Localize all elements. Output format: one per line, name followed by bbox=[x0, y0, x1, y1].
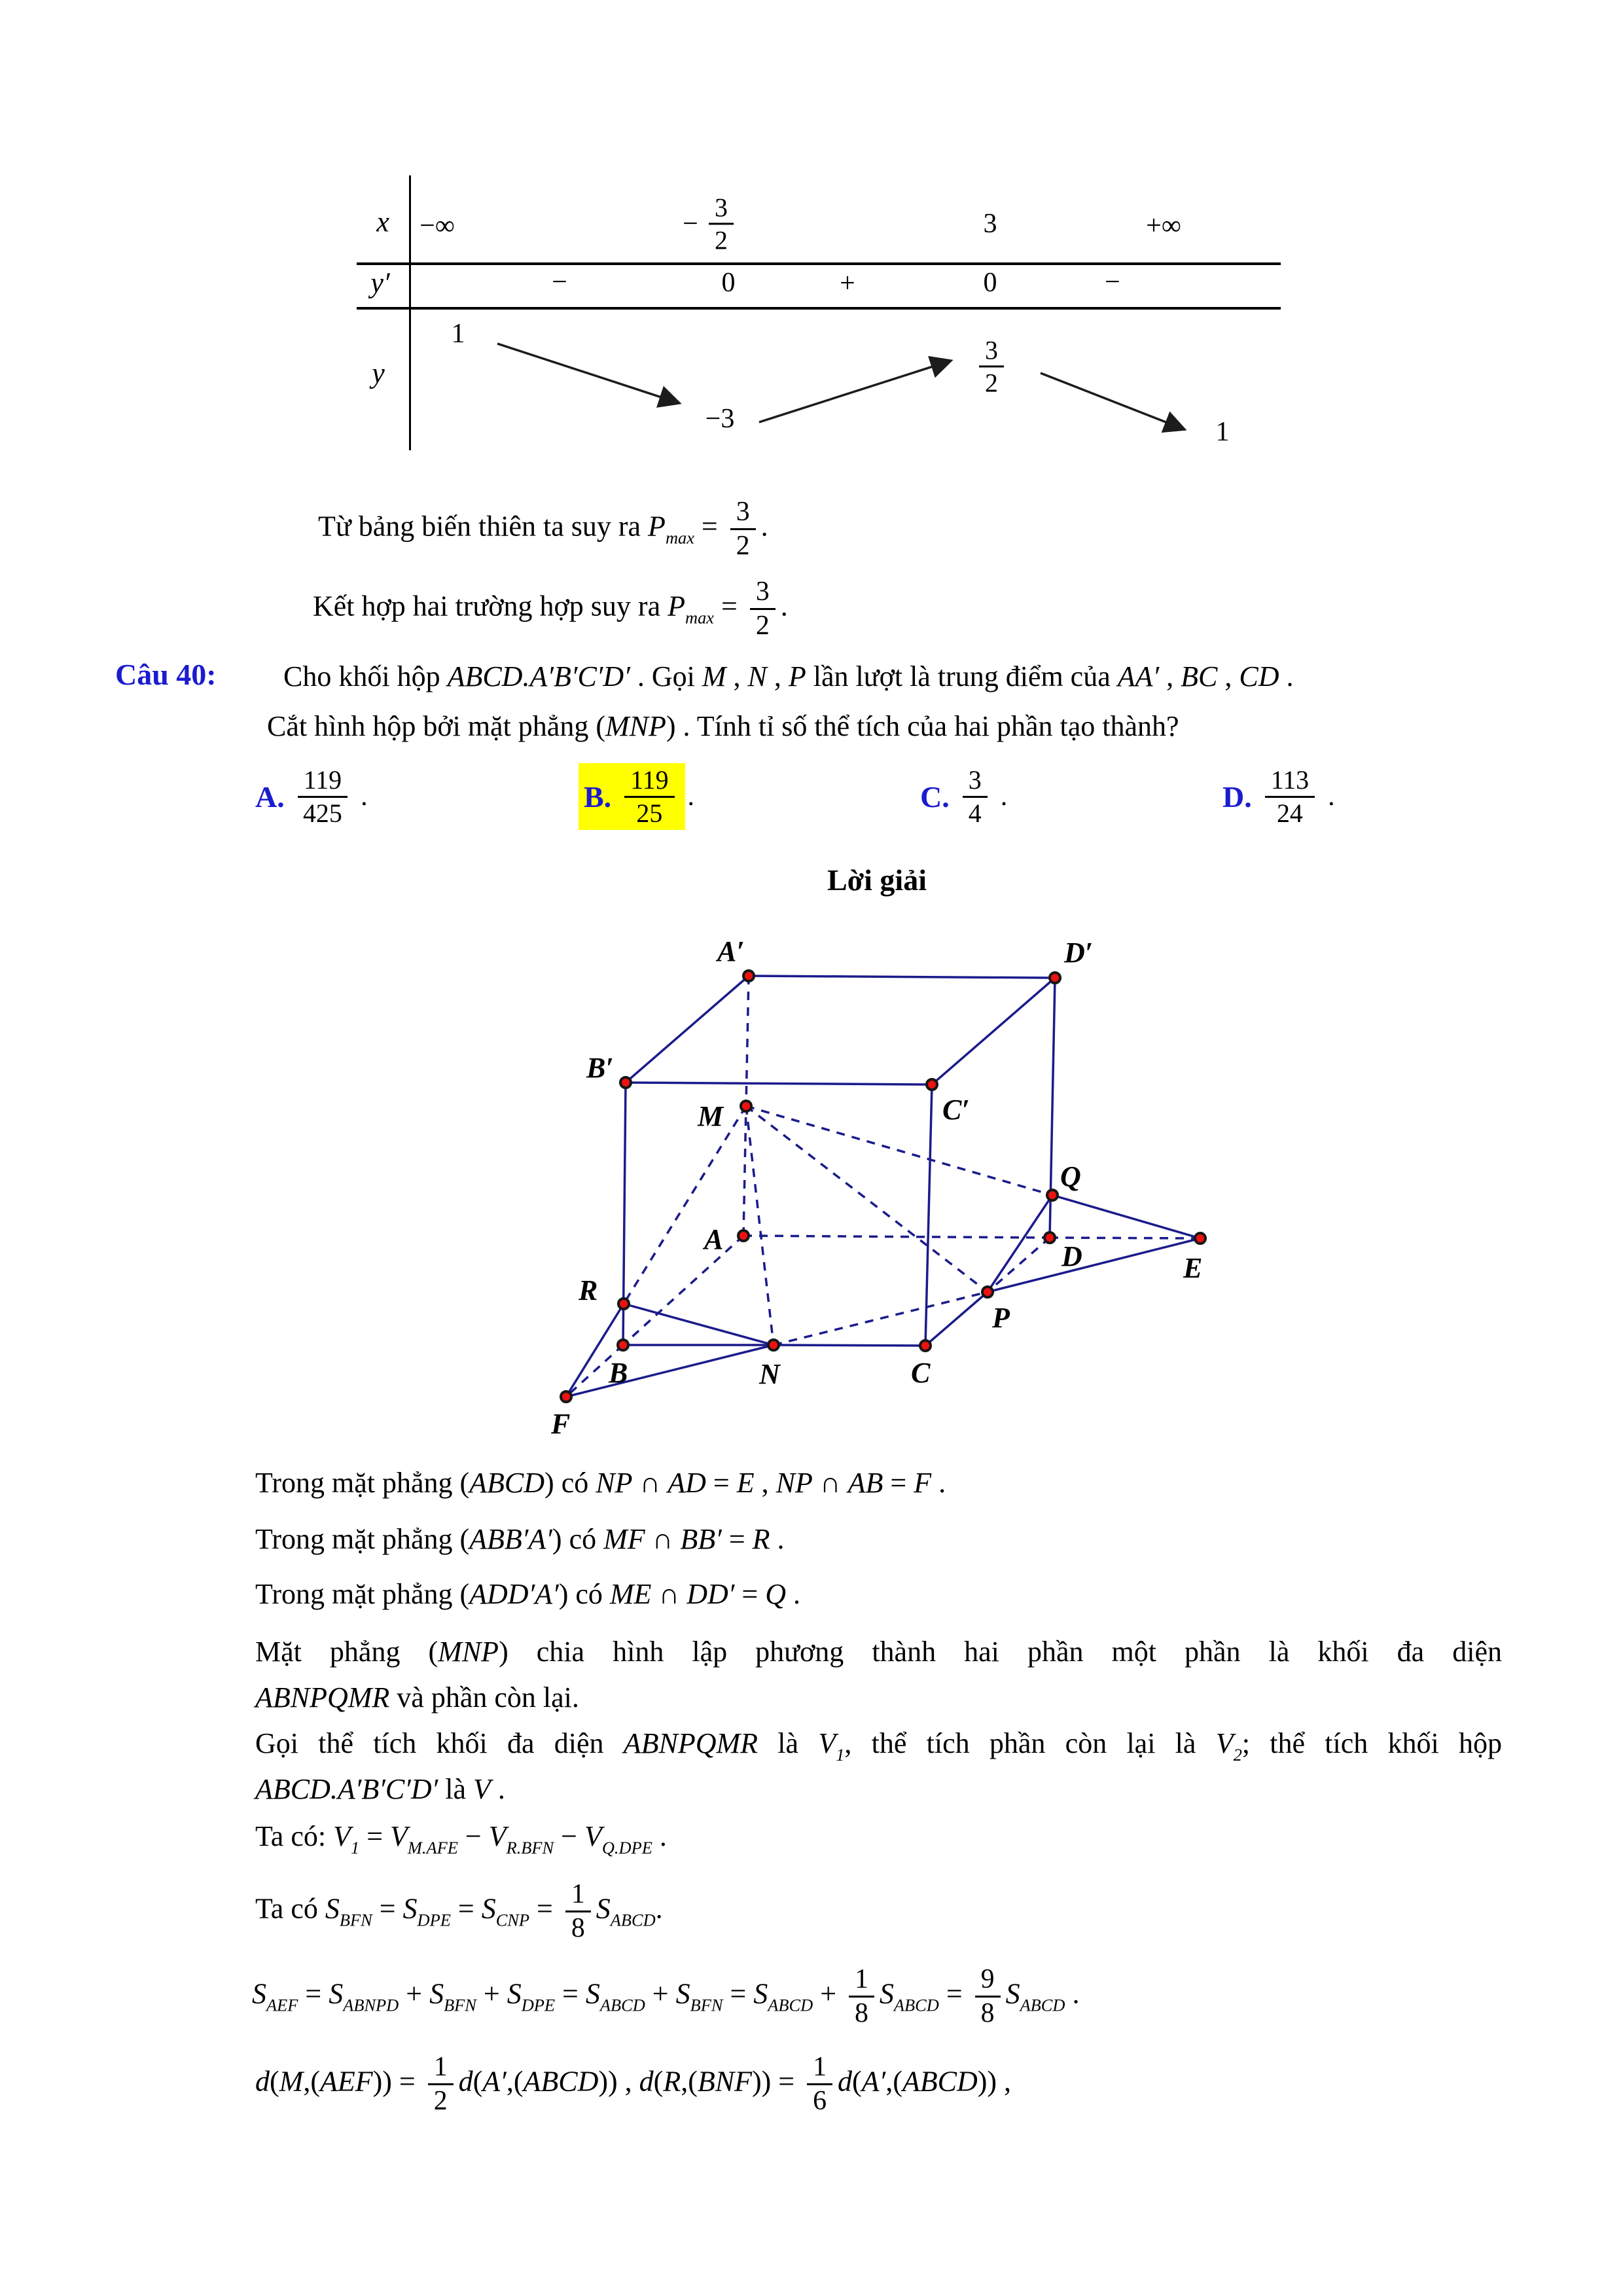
x-neg-infinity: −∞ bbox=[419, 211, 455, 241]
yprime-zero-1: 0 bbox=[721, 268, 736, 298]
option-A: A. $\frac{119}{425}$ . bbox=[255, 765, 368, 828]
point-dot-N bbox=[768, 1340, 779, 1350]
point-label-N: N bbox=[759, 1358, 780, 1390]
arrow-decreasing-1 bbox=[497, 344, 677, 403]
variation-arrows bbox=[357, 171, 1283, 453]
arrow-increasing bbox=[759, 361, 949, 422]
point-label-B-prime: B′ bbox=[586, 1052, 614, 1084]
point-label-F: F bbox=[551, 1408, 571, 1440]
figure-edge-M-Q bbox=[746, 1106, 1052, 1195]
option-D-fraction: $\frac{113}{24}$ bbox=[1265, 766, 1315, 827]
point-dot-A bbox=[738, 1230, 749, 1241]
row-header-y: y bbox=[372, 357, 385, 389]
point-dot-Bp bbox=[620, 1077, 631, 1088]
figure-edge-P-E bbox=[988, 1238, 1203, 1292]
x-pos-infinity: +∞ bbox=[1146, 211, 1181, 241]
y-end-value: 1 bbox=[1215, 417, 1230, 447]
point-dot-Q bbox=[1047, 1190, 1058, 1200]
point-label-Q: Q bbox=[1060, 1160, 1081, 1193]
point-dot-Ap bbox=[743, 971, 754, 981]
point-label-B: B bbox=[609, 1357, 628, 1389]
figure-edge-F-N bbox=[566, 1345, 774, 1397]
option-B-fraction: $\frac{119}{25}$ bbox=[624, 766, 674, 827]
box-section-figure bbox=[524, 929, 1243, 1460]
pmax-combined-line: Kết hợp hai trường hợp suy ra $P_{max}$ = $\frac{3}{2}$ . bbox=[313, 577, 788, 641]
point-dot-F bbox=[561, 1391, 571, 1402]
solution-line-6: Ta có: $V_1 = V_{M.AFE} - V_{R.BFN} - V_{Q.DPE}$ . bbox=[255, 1820, 667, 1857]
point-dot-Cp bbox=[927, 1079, 937, 1090]
point-label-A: A bbox=[704, 1223, 724, 1255]
option-B-letter: B. bbox=[584, 780, 612, 814]
figure-edge-M-N bbox=[746, 1106, 774, 1345]
point-dot-M bbox=[741, 1101, 751, 1111]
point-label-M: M bbox=[698, 1100, 724, 1132]
option-A-letter: A. bbox=[255, 780, 285, 814]
point-dot-Dp bbox=[1050, 973, 1060, 983]
yprime-sign-2: + bbox=[840, 268, 855, 298]
figure-edge-M-P bbox=[746, 1106, 988, 1292]
point-label-D-prime: D′ bbox=[1064, 937, 1094, 969]
pmax-case-line: Từ bảng biến thiên ta suy ra $P_{max}$ = $\frac{3}{2}$ . bbox=[318, 497, 768, 562]
point-label-R: R bbox=[579, 1274, 598, 1306]
point-label-C: C bbox=[911, 1357, 931, 1389]
point-dot-D bbox=[1044, 1232, 1055, 1243]
point-dot-B bbox=[618, 1340, 628, 1350]
point-dot-E bbox=[1195, 1233, 1205, 1244]
option-C-letter: C. bbox=[920, 780, 950, 814]
x-crit1-fraction: $\frac{3}{2}$ bbox=[704, 193, 739, 254]
point-label-E: E bbox=[1183, 1252, 1203, 1284]
solution-line-4a: Mặt phẳng (MNP) chia hình lập phương thành hai phần một phần là khối đa diện bbox=[255, 1636, 1503, 1668]
solution-line-1: Trong mặt phẳng (ABCD) có NP ∩ AD = E , NP ∩ AB = F . bbox=[255, 1467, 946, 1499]
solution-line-8: $S_{AEF} = S_{ABNPD} + S_{BFN} + S_{DPE} = S_{ABCD} + S_{BFN} = S_{ABCD}$ + $\frac{1}{8}$ $S_{ABCD}$ = $\frac{9}{8}$ $S_{ABCD}$ . bbox=[252, 1964, 1080, 2029]
question-line-2: Cắt hình hộp bởi mặt phẳng (MNP) . Tính tỉ số thể tích của hai phần tạo thành? bbox=[267, 710, 1179, 742]
figure-edge-C-P bbox=[925, 1292, 988, 1346]
variation-table bbox=[357, 171, 1283, 453]
figure-edge-N-C bbox=[774, 1345, 925, 1346]
yprime-sign-3: − bbox=[1105, 267, 1120, 297]
point-dot-C bbox=[920, 1340, 931, 1351]
figure-edge-Cp-Dp bbox=[932, 978, 1055, 1085]
solution-line-2: Trong mặt phẳng (ABB′A′) có MF ∩ BB′ = R . bbox=[255, 1523, 785, 1555]
option-B-highlight bbox=[579, 763, 685, 829]
point-label-C-prime: C′ bbox=[942, 1094, 970, 1126]
y-start-value: 1 bbox=[451, 319, 465, 349]
solution-line-9: d(M,(AEF)) = $\frac{1}{2}$ d(A′,(ABCD)) , d(R,(BNF)) = $\frac{1}{6}$ d(A′,(ABCD)) , bbox=[255, 2052, 1012, 2117]
solution-line-5b: ABCD.A′B′C′D′ là V . bbox=[255, 1773, 505, 1805]
arrow-decreasing-2 bbox=[1041, 373, 1183, 429]
solution-line-3: Trong mặt phẳng (ADD′A′) có ME ∩ DD′ = Q . bbox=[255, 1578, 801, 1610]
row-header-yprime: y′ bbox=[370, 266, 390, 299]
solution-line-4b: ABNPQMR và phần còn lại. bbox=[255, 1681, 579, 1713]
option-D: D. $\frac{113}{24}$ . bbox=[1222, 765, 1335, 828]
y-min-value: −3 bbox=[705, 404, 735, 434]
point-dot-P bbox=[982, 1287, 993, 1297]
figure-edge-A-D bbox=[743, 1236, 1050, 1238]
option-C: C. $\frac{3}{4}$ . bbox=[920, 765, 1008, 828]
point-dot-R bbox=[618, 1299, 629, 1309]
option-C-fraction: $\frac{3}{4}$ bbox=[963, 766, 988, 827]
figure-edge-Ap-Dp bbox=[749, 976, 1055, 978]
question-number: Câu 40: bbox=[115, 658, 217, 691]
figure-edge-A-B bbox=[623, 1236, 743, 1345]
solution-title: Lời giải bbox=[827, 863, 927, 897]
question-line-1: Cho khối hộp ABCD.A′B′C′D′ . Gọi M , N , P lần lượt là trung điểm của AA′ , BC , CD . bbox=[283, 660, 1294, 692]
option-A-fraction: $\frac{119}{425}$ bbox=[298, 766, 348, 827]
option-D-letter: D. bbox=[1222, 780, 1252, 814]
figure-edge-Ap-Bp bbox=[626, 976, 749, 1083]
x-crit1-sign: − bbox=[683, 209, 698, 239]
solution-line-5a: Gọi thể tích khối đa diện ABNPQMR là $V_1$, thể tích phần còn lại là $V_2$; thể tích khối hộp bbox=[255, 1727, 1502, 1765]
yprime-zero-2: 0 bbox=[983, 268, 997, 298]
solution-line-7: Ta có $S_{BFN} = S_{DPE} = S_{CNP}$ = $\frac{1}{8}$ $S_{ABCD}$. bbox=[255, 1879, 663, 1944]
point-label-A-prime: A′ bbox=[717, 935, 745, 967]
y-max-fraction: $\frac{3}{2}$ bbox=[974, 336, 1009, 397]
figure-edge-M-R bbox=[624, 1106, 746, 1304]
point-label-P: P bbox=[992, 1302, 1010, 1334]
yprime-sign-1: − bbox=[552, 267, 567, 297]
row-header-x: x bbox=[376, 206, 389, 238]
option-B: B. $\frac{119}{25}$ . bbox=[579, 753, 694, 840]
point-label-D: D bbox=[1061, 1240, 1082, 1272]
figure-edge-Bp-Cp bbox=[626, 1083, 932, 1085]
x-crit2: 3 bbox=[983, 209, 997, 239]
figure-edge-Q-E bbox=[1052, 1195, 1200, 1238]
